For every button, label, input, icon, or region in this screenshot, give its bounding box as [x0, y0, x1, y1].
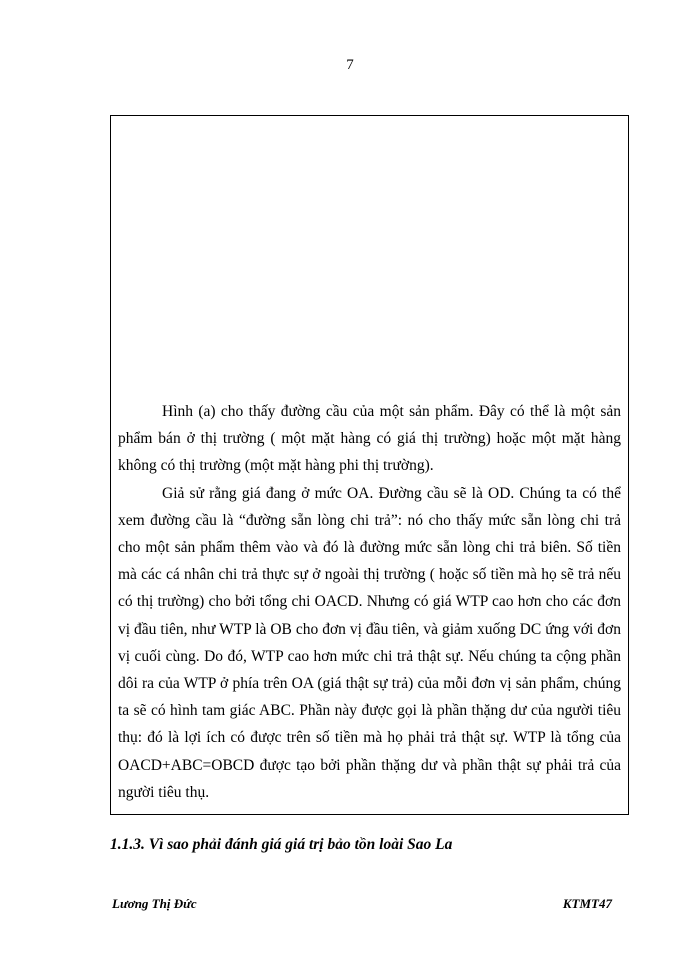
paragraph-demand-curve: Hình (a) cho thấy đường cầu của một sản phẩm. Đây có thể là một sản phẩm bán ở thị trường ( một mặt hàng có giá thị trường) hoặc một mặt hàng không có thị trường (một mặt hàng phi thị trường).	[118, 403, 621, 475]
figure-frame	[110, 115, 629, 815]
page-number: 7	[346, 57, 354, 73]
paragraph-wtp-explanation: Giả sử rằng giá đang ở mức OA. Đường cầu sẽ là OD. Chúng ta có thể xem đường cầu là “đường sẵn lòng chi trả”: nó cho thấy mức sẵn lòng chi trả cho một sản phẩm thêm vào và đó là đường mức sẵn lòng chi trả biên. Số tiền mà các cá nhân chi trả thực sự ở ngoài thị trường ( hoặc số tiền mà họ sẽ trả nếu có thị trường) cho bởi tổng chi OACD. Nhưng có giá WTP cao hơn cho các đơn vị đầu tiên, như WTP là OB cho đơn vị đầu tiên, và giảm xuống DC ứng với đơn vị cuối cùng. Do đó, WTP cao hơn mức chi trả thật sự. Nếu chúng ta cộng phần dôi ra của WTP ở phía trên OA (giá thật sự trả) của mỗi đơn vị sản phẩm, chúng ta sẽ có hình tam giác ABC. Phần này được gọi là phần thặng dư của người tiêu thụ: đó là lợi ích có được trên số tiền mà họ phải trả thật sự. WTP là tổng của OACD+ABC=OBCD được tạo bởi phần thặng dư và phần thật sự phải trả của người tiêu thụ.	[118, 484, 621, 801]
frame-text	[118, 398, 621, 806]
footer-class-code: KTMT47	[562, 896, 612, 911]
footer-author: Lương Thị Đức	[112, 896, 197, 911]
figure-placeholder	[111, 116, 628, 394]
section-heading: 1.1.3. Vì sao phải đánh giá giá trị bảo tồn loài Sao La	[110, 836, 453, 853]
